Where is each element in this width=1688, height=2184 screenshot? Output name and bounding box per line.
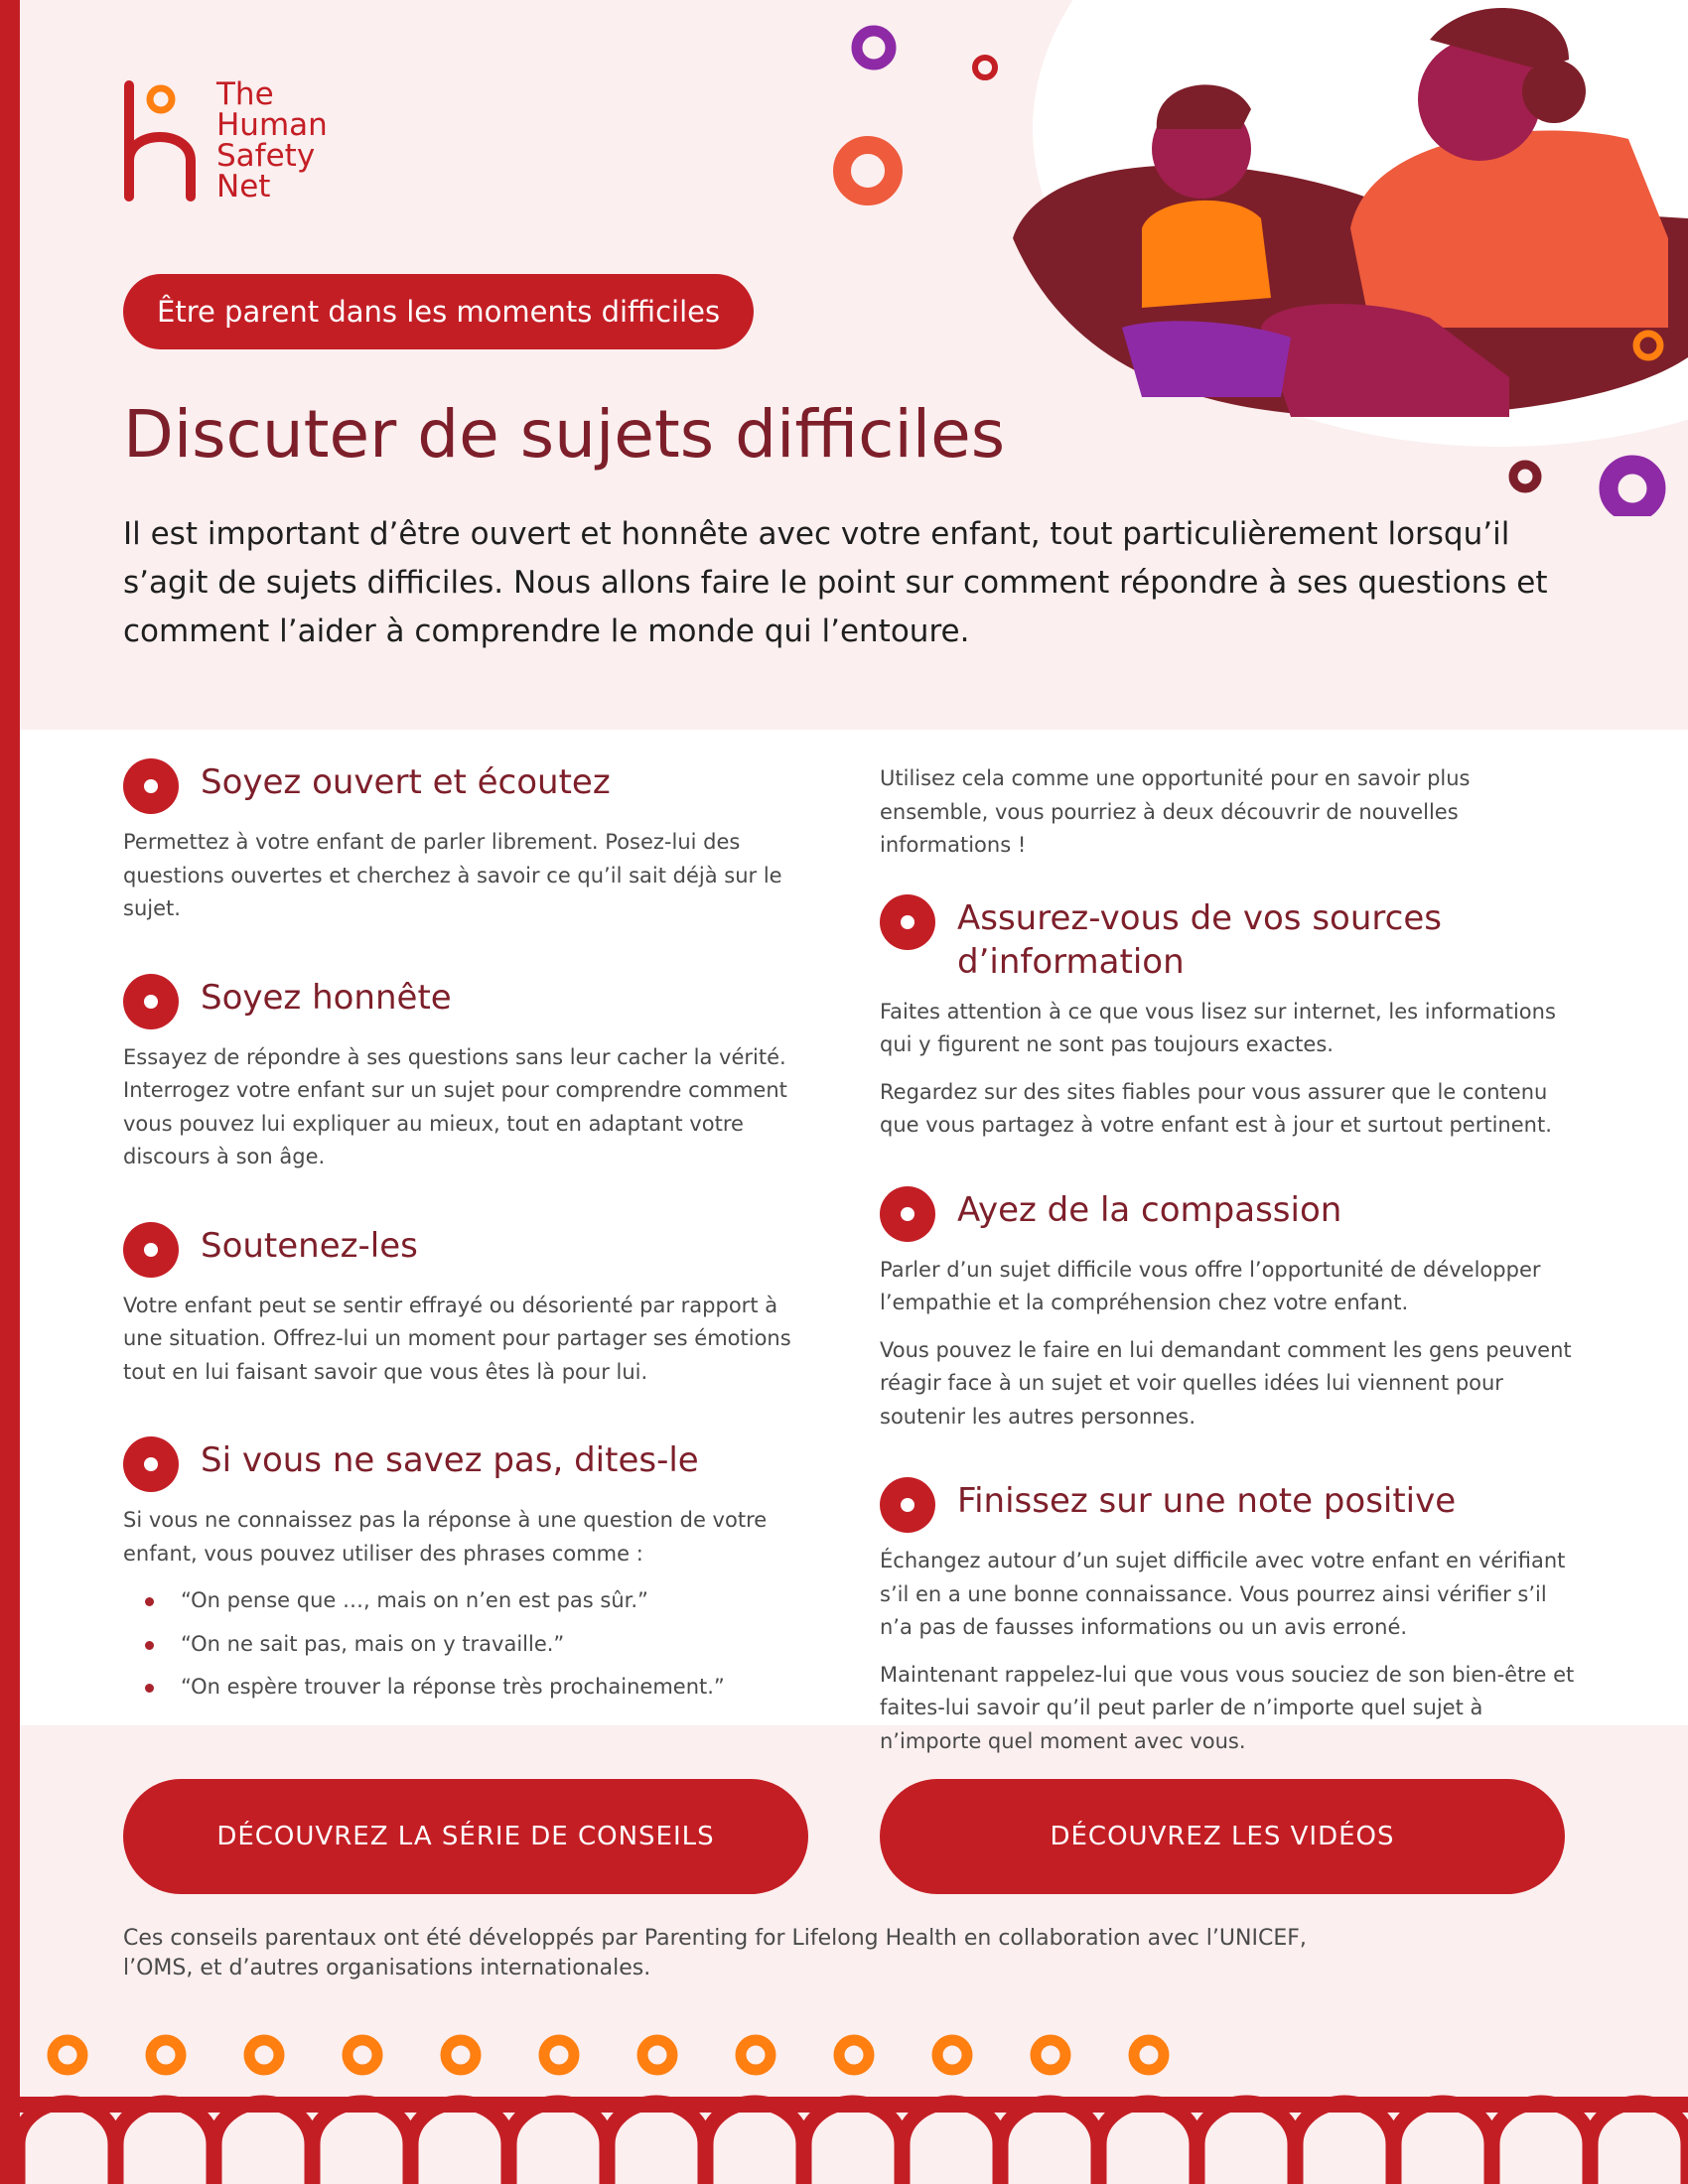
section-title: Finissez sur une note positive [957,1481,1457,1521]
section-heading [880,1182,1575,1244]
brand-name-line: The [216,76,274,112]
orange-ring-icon [937,2040,967,2070]
section-dont-know [123,1433,818,1705]
arch-shape [20,2103,115,2184]
brand-name [216,76,328,205]
continuation-paragraph: Utilisez cela comme une opportunité pour en savoir plus ensemble, vous pourriez à deux découvrir de nouvelles informations ! [880,766,1471,857]
brand-name-line: Safety [216,138,316,174]
section-compassion [880,1182,1575,1434]
orange-ring-icon [544,2040,574,2070]
section-title: Soyez honnête [201,977,452,1018]
circle-bullet-icon [123,974,179,1029]
section-paragraph: Si vous ne connaissez pas la réponse à une question de votre enfant, vous pouvez utiliser des phrases comme : [123,1508,768,1566]
section-paragraph: Regardez sur des sites fiables pour vous assurer que le contenu que vous partagez à votre enfant est à jour et surtout pertinent. [880,1079,1552,1137]
section-heading [880,1473,1575,1535]
arch-shape [509,2103,607,2184]
orange-ring-icon [741,2040,771,2070]
list-item: “On ne sait pas, mais on y travaille.” [123,1628,818,1662]
arch-shape [1394,2103,1491,2184]
arch-shape [411,2103,508,2184]
section-title: Si vous ne savez pas, dites-le [201,1440,699,1480]
arch-shape [804,2103,902,2184]
section-heading [123,970,818,1031]
orange-ring-icon [642,2040,672,2070]
section-title: Soutenez-les [201,1225,418,1266]
section-title: Soyez ouvert et écoutez [201,762,611,802]
section-paragraph: Faites attention à ce que vous lisez sur internet, les informations qui y figurent ne sont pas toujours exactes. [880,999,1556,1056]
phrase-list [123,1584,818,1705]
arch-shape [1591,2103,1688,2184]
orange-ring-icon [348,2040,377,2070]
section-paragraph: Vous pouvez le faire en lui demandant comment les gens peuvent réagir face à un sujet et voir quelles idées lui viennent pour soutenir les autres personnes. [880,1337,1572,1429]
arch-dots-decoration [20,2025,1688,2184]
circle-bullet-icon [880,1186,935,1242]
section-title: Ayez de la compassion [957,1189,1342,1230]
circle-bullet-icon [123,1436,179,1492]
arch-shape [1001,2103,1098,2184]
orange-ring-icon [446,2040,476,2070]
orange-ring-icon [1134,2040,1164,2070]
brand-name-line: Net [216,169,271,205]
section-title: Assurez-vous de vos sources d’information [957,897,1442,982]
orange-ring-icon [151,2040,181,2070]
circle-bullet-icon [880,1477,935,1533]
circle-bullet-icon [123,1222,179,1278]
topic-pill: Être parent dans les moments difficiles [123,274,754,349]
brand-name-line: Human [216,107,328,143]
arch-shape [313,2103,410,2184]
arch-shape [608,2103,705,2184]
page-title: Discuter de sujets difficiles [123,396,1006,473]
section-support [123,1218,818,1390]
list-item: “On pense que …, mais on n’en est pas sûr.” [123,1584,818,1618]
left-column [123,754,818,1714]
circle-bullet-icon [880,894,935,950]
section-heading [123,754,818,816]
arch-shape [1492,2103,1590,2184]
arch-shape [214,2103,312,2184]
arch-shape [116,2103,213,2184]
section-sources [880,890,1575,1143]
circle-bullet-icon [123,758,179,814]
discover-series-button[interactable]: DÉCOUVREZ LA SÉRIE DE CONSEILS [123,1779,808,1894]
list-item: “On espère trouver la réponse très prochainement.” [123,1671,818,1705]
orange-ring-icon [1036,2040,1065,2070]
orange-ring-icon [249,2040,279,2070]
section-heading [123,1433,818,1494]
section-heading [880,890,1575,986]
right-column [880,762,1575,1772]
section-paragraph: Essayez de répondre à ses questions sans leur cacher la vérité. Interrogez votre enfant sur un sujet pour comprendre comment vous pouvez lui expliquer au mieux, tout en adaptant votre discours à son âge. [123,1044,787,1168]
section-honest [123,970,818,1174]
section-paragraph: Votre enfant peut se sentir effrayé ou désorienté par rapport à une situation. Offrez-lui un moment pour partager ses émotions tout en lui faisant savoir que vous êtes là pour lui. [123,1293,791,1384]
left-accent-bar [0,0,20,2184]
arch-shape [903,2103,1000,2184]
arch-shape [706,2103,803,2184]
credits-footnote: Ces conseils parentaux ont été développés par Parenting for Lifelong Health en collaboration avec l’UNICEF, l’OMS, et d’autres organisations internationales. [123,1926,1307,1980]
orange-ring-icon [839,2040,869,2070]
section-heading [123,1218,818,1280]
section-paragraph: Parler d’un sujet difficile vous offre l’opportunité de développer l’empathie et la compréhension chez votre enfant. [880,1257,1541,1314]
section-paragraph: Maintenant rappelez-lui que vous vous souciez de son bien-être et faites-lui savoir qu’il peut parler de n’importe quel sujet à n’importe quel moment avec vous. [880,1662,1575,1753]
orange-ring-icon [53,2040,82,2070]
intro-paragraph: Il est important d’être ouvert et honnête avec votre enfant, tout particulièrement lorsqu’il s’agit de sujets difficiles. Nous allons faire le point sur comment répondre à ses questions et comment l’aider à comprendre le monde qui l’entoure. [123,516,1548,649]
arch-shape [1296,2103,1393,2184]
section-open-listen [123,754,818,926]
section-positive [880,1473,1575,1758]
section-paragraph: Permettez à votre enfant de parler librement. Posez-lui des questions ouvertes et cherchez à savoir ce qu’il sait déjà sur le sujet. [123,830,782,920]
section-paragraph: Échangez autour d’un sujet difficile avec votre enfant en vérifiant s’il en a une bonne connaissance. Vous pourrez ainsi vérifier s’il n’a pas de fausses informations ou un avis erroné. [880,1549,1566,1639]
discover-videos-button[interactable]: DÉCOUVREZ LES VIDÉOS [880,1779,1565,1894]
arch-shape [1099,2103,1196,2184]
arch-shape [1197,2103,1295,2184]
